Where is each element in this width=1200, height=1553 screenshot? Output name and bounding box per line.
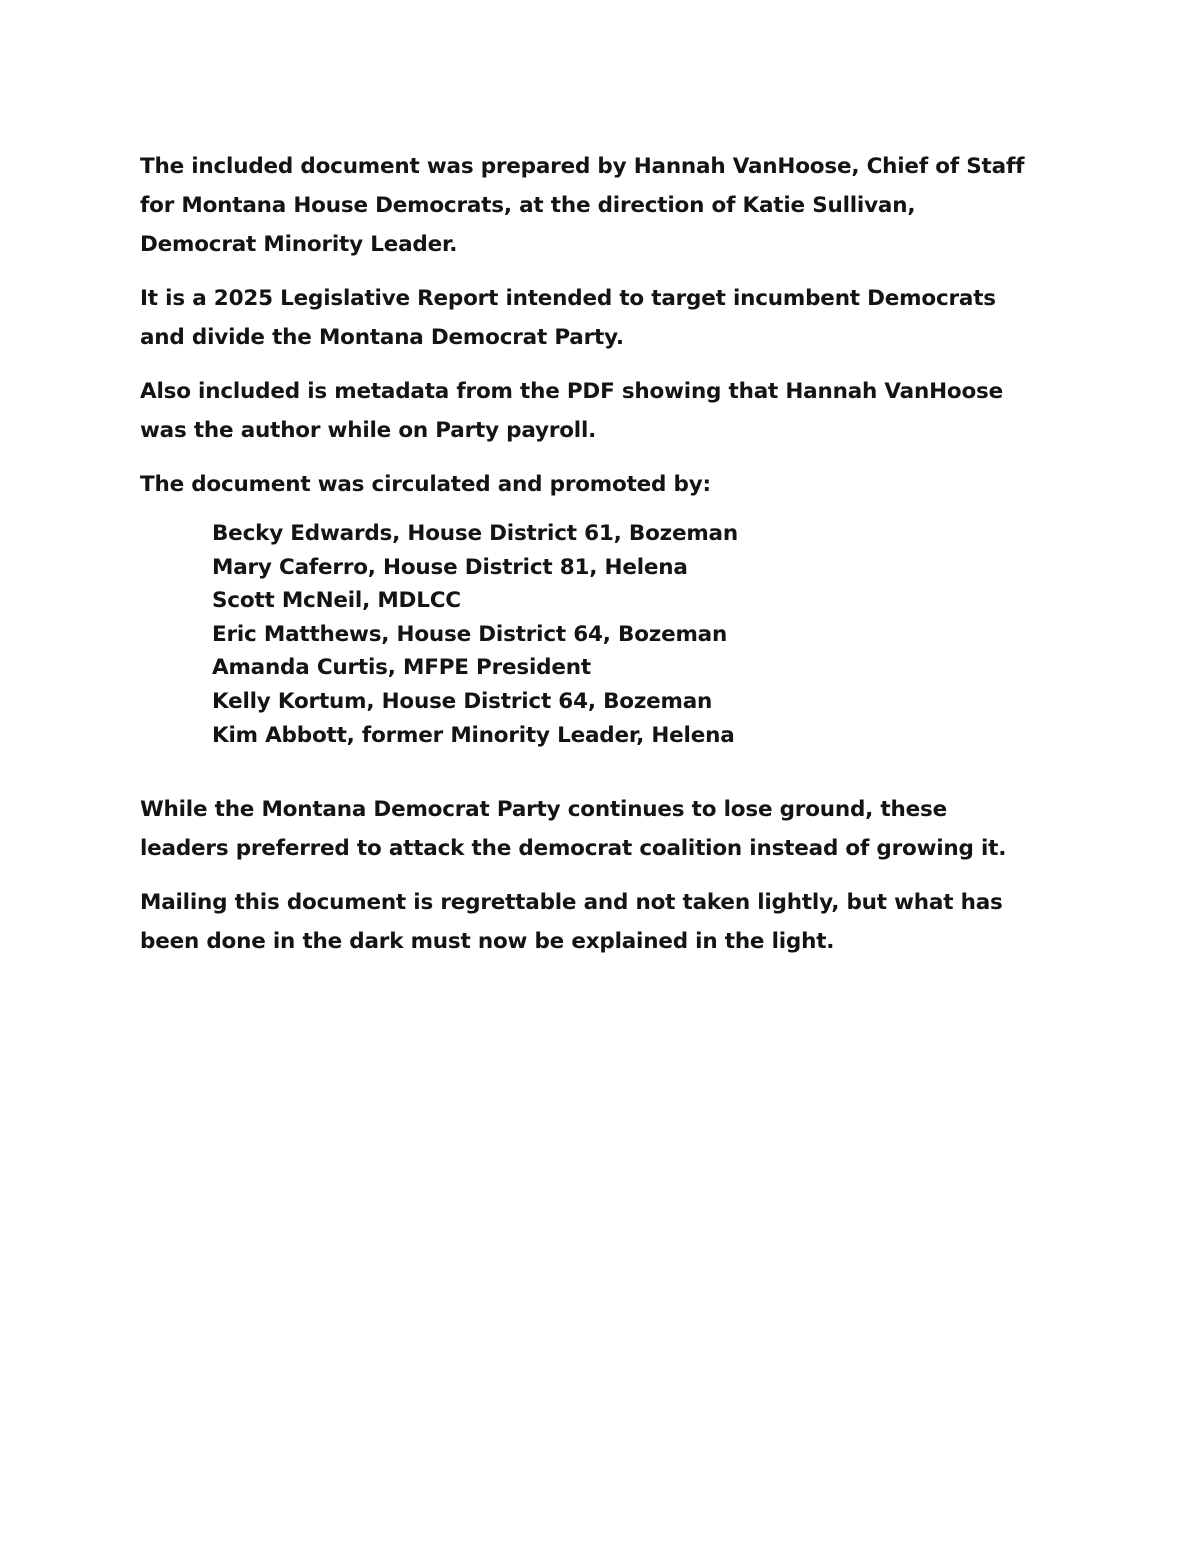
paragraph-line: and divide the Montana Democrat Party. (140, 325, 624, 350)
closing-paragraph (140, 883, 1080, 961)
paragraph-line: for Montana House Democrats, at the direction of Katie Sullivan, (140, 193, 916, 218)
paragraph-line: Mailing this document is regrettable and not taken lightly, but what has (140, 890, 1003, 916)
circulation-intro-paragraph (140, 465, 1080, 504)
paragraph-line: leaders preferred to attack the democrat coalition instead of growing it. (140, 836, 1007, 862)
promoter-item: Scott McNeil, MDLCC (212, 588, 461, 614)
paragraph-line: It is a 2025 Legislative Report intended to target incumbent Democrats (140, 286, 996, 311)
paragraph-line: Democrat Minority Leader. (140, 232, 458, 257)
metadata-paragraph (140, 372, 1080, 450)
paragraph-line: While the Montana Democrat Party continues to lose ground, these (140, 797, 947, 823)
document-body (140, 147, 1080, 976)
promoter-item: Mary Caferro, House District 81, Helena (212, 554, 688, 580)
paragraph-line: The included document was prepared by Hannah VanHoose, Chief of Staff (140, 154, 1025, 179)
promoter-item: Kelly Kortum, House District 64, Bozeman (212, 688, 713, 714)
intro-paragraph (140, 147, 1080, 264)
promoter-item: Kim Abbott, former Minority Leader, Helena (212, 722, 735, 748)
promoter-item: Eric Matthews, House District 64, Bozeman (212, 621, 728, 647)
paragraph-line: Also included is metadata from the PDF showing that Hannah VanHoose (140, 379, 1003, 404)
promoter-item: Amanda Curtis, MFPE President (212, 655, 591, 681)
promoter-item: Becky Edwards, House District 61, Bozeman (212, 521, 738, 546)
paragraph-line: was the author while on Party payroll. (140, 418, 597, 443)
promoters-list (212, 517, 1080, 752)
report-purpose-paragraph (140, 279, 1080, 357)
paragraph-line: been done in the dark must now be explained in the light. (140, 929, 835, 955)
paragraph-line: The document was circulated and promoted by: (140, 472, 711, 497)
lose-ground-paragraph (140, 790, 1080, 868)
